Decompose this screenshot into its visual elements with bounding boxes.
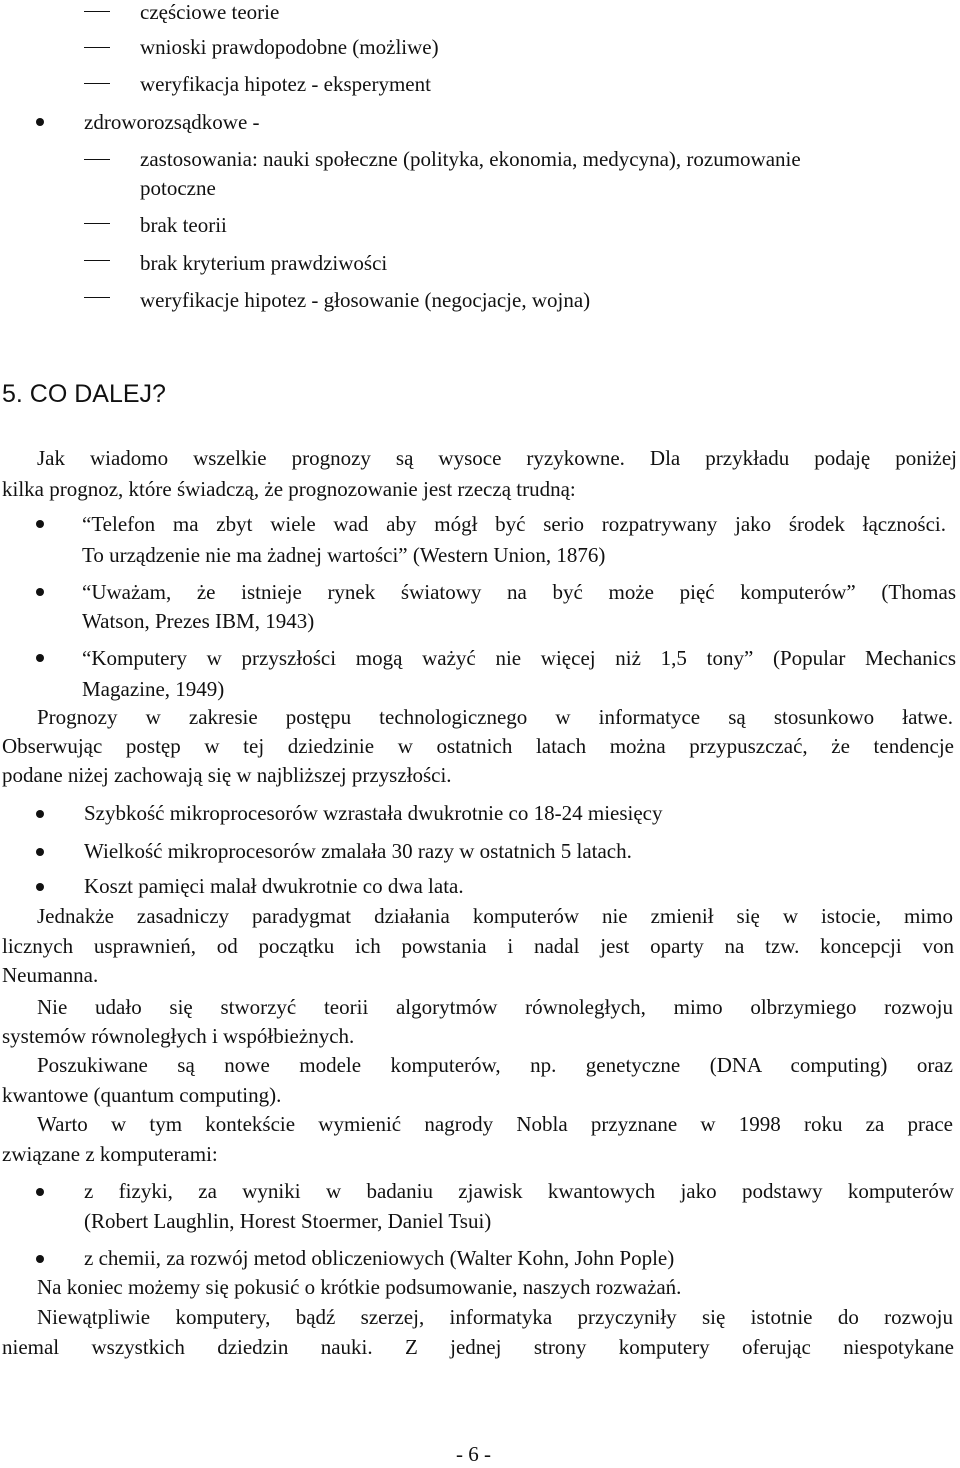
- paragraph-line: licznych usprawnień, od początku ich powstania i nadal jest oparty na tzw. koncepcji von: [2, 934, 954, 958]
- list-item: z fizyki, za wyniki w badaniu zjawisk kwantowych jako podstawy komputerów: [84, 1179, 954, 1203]
- quote-line: “Uważam, że istnieje rynek światowy na być może pięć komputerów” (Thomas: [82, 580, 956, 604]
- round-bullet: [36, 1188, 44, 1196]
- dash-bullet: [84, 297, 110, 298]
- paragraph-line: Prognozy w zakresie postępu technologicznego w informatyce są stosunkowo łatwe.: [37, 705, 953, 729]
- round-bullet: [36, 883, 44, 891]
- quote-line: “Komputery w przyszłości mogą ważyć nie więcej niż 1,5 tony” (Popular Mechanics: [82, 646, 956, 670]
- paragraph-line: kilka prognoz, które świadczą, że prognozowanie jest rzeczą trudną:: [2, 477, 576, 501]
- paragraph-line: Jak wiadomo wszelkie prognozy są wysoce ryzykowne. Dla przykładu podaję poniżej: [37, 446, 957, 470]
- round-bullet: [36, 810, 44, 818]
- paragraph-line: związane z komputerami:: [2, 1142, 218, 1166]
- dash-bullet: [84, 11, 110, 12]
- dash-bullet: [84, 47, 110, 48]
- dash-bullet: [84, 260, 110, 261]
- list-item: zastosowania: nauki społeczne (polityka, ekonomia, medycyna), rozumowanie: [140, 147, 801, 171]
- list-item: z chemii, za rozwój metod obliczeniowych (Walter Kohn, John Pople): [84, 1246, 675, 1270]
- list-item-continuation: potoczne: [140, 176, 216, 200]
- paragraph-line: podane niżej zachowają się w najbliższej przyszłości.: [2, 763, 452, 787]
- round-bullet: [36, 118, 44, 126]
- paragraph-line: Niewątpliwie komputery, bądź szerzej, informatyka przyczyniły się istotnie do rozwoju: [37, 1305, 953, 1329]
- dash-bullet: [84, 159, 110, 160]
- list-item: brak kryterium prawdziwości: [140, 251, 388, 275]
- paragraph-line: kwantowe (quantum computing).: [2, 1083, 282, 1107]
- round-bullet: [36, 520, 44, 528]
- paragraph-line: Nie udało się stworzyć teorii algorytmów równoległych, mimo olbrzymiego rozwoju: [37, 995, 953, 1019]
- list-item: zdroworozsądkowe -: [84, 110, 260, 134]
- list-item: wnioski prawdopodobne (możliwe): [140, 35, 439, 59]
- list-item: weryfikacja hipotez - eksperyment: [140, 72, 431, 96]
- paragraph-line: systemów równoległych i współbieżnych.: [2, 1024, 355, 1048]
- quote-line: Watson, Prezes IBM, 1943): [82, 609, 315, 633]
- paragraph-line: Poszukiwane są nowe modele komputerów, np. genetyczne (DNA computing) oraz: [37, 1053, 953, 1077]
- list-item: Szybkość mikroprocesorów wzrastała dwukrotnie co 18-24 miesięcy: [84, 801, 663, 825]
- paragraph-line: niemal wszystkich dziedzin nauki. Z jednej strony komputery oferując niespotykane: [2, 1335, 954, 1359]
- list-item: brak teorii: [140, 213, 227, 237]
- quote-line: “Telefon ma zbyt wiele wad aby mógł być serio rozpatrywany jako środek łączności.: [82, 512, 946, 536]
- round-bullet: [36, 654, 44, 662]
- dash-bullet: [84, 223, 110, 224]
- quote-line: Magazine, 1949): [82, 677, 225, 701]
- round-bullet: [36, 588, 44, 596]
- paragraph-line: Obserwując postęp w tej dziedzinie w ostatnich latach można przypuszczać, że tendencje: [2, 734, 954, 758]
- page-number: - 6 -: [456, 1442, 491, 1466]
- list-item: Wielkość mikroprocesorów zmalała 30 razy w ostatnich 5 latach.: [84, 839, 632, 863]
- list-item: Koszt pamięci malał dwukrotnie co dwa lata.: [84, 874, 464, 898]
- quote-line: To urządzenie nie ma żadnej wartości” (Western Union, 1876): [82, 543, 606, 567]
- round-bullet: [36, 848, 44, 856]
- list-item: weryfikacje hipotez - głosowanie (negocjacje, wojna): [140, 288, 591, 312]
- list-item: częściowe teorie: [140, 0, 280, 24]
- list-item-continuation: (Robert Laughlin, Horest Stoermer, Daniel Tsui): [84, 1209, 492, 1233]
- dash-bullet: [84, 83, 110, 84]
- section-heading: 5. CO DALEJ?: [2, 380, 166, 408]
- paragraph-line: Neumanna.: [2, 963, 99, 987]
- paragraph-line: Jednakże zasadniczy paradygmat działania komputerów nie zmienił się w istocie, mimo: [37, 904, 953, 928]
- paragraph-line: Warto w tym kontekście wymienić nagrody Nobla przyznane w 1998 roku za prace: [37, 1112, 953, 1136]
- round-bullet: [36, 1255, 44, 1263]
- paragraph-line: Na koniec możemy się pokusić o krótkie podsumowanie, naszych rozważań.: [37, 1275, 682, 1299]
